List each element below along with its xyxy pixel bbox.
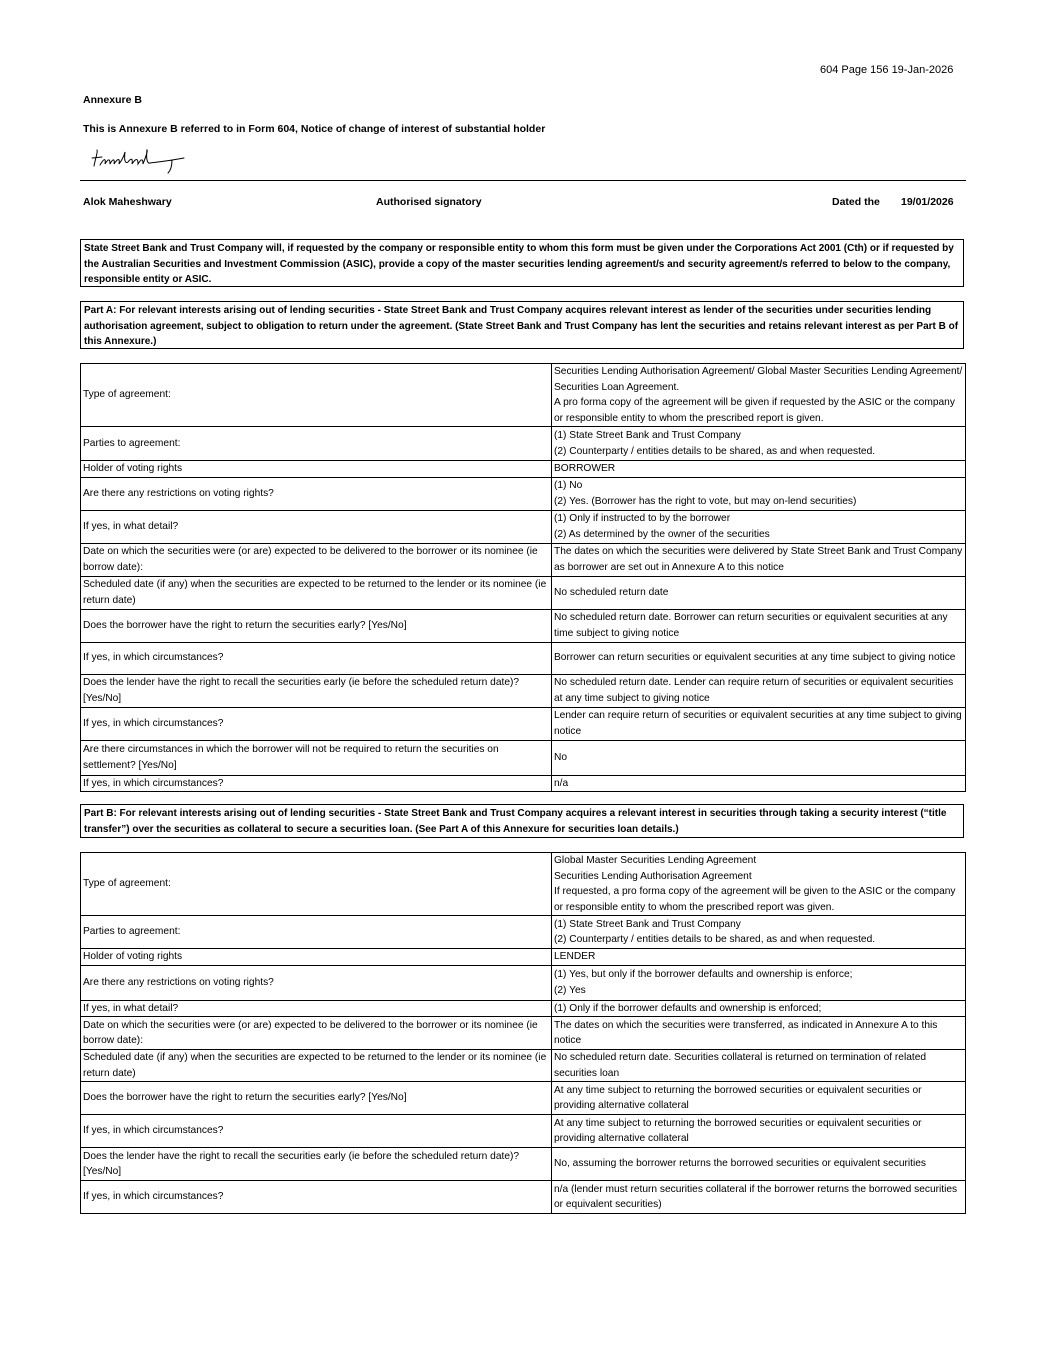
annexure-intro: This is Annexure B referred to in Form 604, Notice of change of interest of substantial holder <box>83 123 546 135</box>
table-row <box>81 1017 966 1050</box>
signatory-role: Authorised signatory <box>376 196 482 208</box>
row-label: Scheduled date (if any) when the securities are expected to be returned to the lender or its nominee (ie return date) <box>81 1050 552 1082</box>
row-label: Scheduled date (if any) when the securities are expected to be returned to the lender or its nominee (ie return date) <box>81 576 552 609</box>
row-value: Global Master Securities Lending Agreement Securities Lending Authorisation Agreement If requested, a pro forma copy of the agreement will be given to the ASIC or the company or responsible entity to whom the prescribed report was given. <box>552 853 966 916</box>
row-value: BORROWER <box>552 461 966 478</box>
row-value: Lender can require return of securities or equivalent securities at any time subject to giving notice <box>552 707 966 740</box>
annexure-title: Annexure B <box>83 94 142 106</box>
table-row <box>81 1115 966 1148</box>
row-value: No scheduled return date <box>552 576 966 609</box>
table-row <box>81 1181 966 1214</box>
row-value: No, assuming the borrower returns the borrowed securities or equivalent securities <box>552 1148 966 1181</box>
row-value: At any time subject to returning the borrowed securities or equivalent securities or providing alternative collateral <box>552 1082 966 1115</box>
table-row <box>81 1050 966 1082</box>
row-label: If yes, in which circumstances? <box>81 642 552 674</box>
row-value: (1) Only if the borrower defaults and ownership is enforced; <box>552 1000 966 1017</box>
row-label: Date on which the securities were (or are) expected to be delivered to the borrower or its nominee (ie borrow date): <box>81 1017 552 1050</box>
row-value: No scheduled return date. Lender can require return of securities or equivalent securities at any time subject to giving notice <box>552 674 966 707</box>
table-row <box>81 364 966 427</box>
row-value: No scheduled return date. Securities collateral is returned on termination of related securities loan <box>552 1050 966 1082</box>
table-row <box>81 1082 966 1115</box>
table-row <box>81 740 966 775</box>
row-value: At any time subject to returning the borrowed securities or equivalent securities or providing alternative collateral <box>552 1115 966 1148</box>
row-value: No <box>552 740 966 775</box>
row-label: Type of agreement: <box>81 364 552 427</box>
row-value: (1) State Street Bank and Trust Company (2) Counterparty / entities details to be shared, as and when requested. <box>552 427 966 461</box>
row-value: n/a <box>552 775 966 792</box>
table-row <box>81 775 966 792</box>
part-b-heading: Part B: For relevant interests arising out of lending securities - State Street Bank and Trust Company acquires a relevant interest in securities through taking a security interest (“title transfer”) over the securities as collateral to secure a securities loan. (See Part A of this Annexure for securities loan details.) <box>80 804 964 838</box>
signature-divider <box>80 180 966 181</box>
row-label: Parties to agreement: <box>81 916 552 949</box>
part-a-table <box>80 363 966 792</box>
row-label: Are there any restrictions on voting rights? <box>81 477 552 510</box>
table-row <box>81 965 966 1000</box>
signatory-name: Alok Maheshwary <box>83 196 172 208</box>
table-row <box>81 1148 966 1181</box>
table-row <box>81 674 966 707</box>
row-value: The dates on which the securities were delivered by State Street Bank and Trust Company as borrower are set out in Annexure A to this notice <box>552 543 966 576</box>
row-label: If yes, in what detail? <box>81 1000 552 1017</box>
row-label: Does the lender have the right to recall the securities early (ie before the scheduled return date)? [Yes/No] <box>81 674 552 707</box>
row-label: If yes, in what detail? <box>81 510 552 543</box>
row-label: Does the borrower have the right to return the securities early? [Yes/No] <box>81 609 552 642</box>
row-label: Are there any restrictions on voting rights? <box>81 965 552 1000</box>
row-label: Holder of voting rights <box>81 949 552 966</box>
row-value: No scheduled return date. Borrower can return securities or equivalent securities at any time subject to giving notice <box>552 609 966 642</box>
row-label: If yes, in which circumstances? <box>81 775 552 792</box>
table-row <box>81 477 966 510</box>
dated-label: Dated the <box>832 196 880 208</box>
page-reference: 604 Page 156 19-Jan-2026 <box>820 64 954 76</box>
row-value: LENDER <box>552 949 966 966</box>
table-row <box>81 707 966 740</box>
part-a-heading: Part A: For relevant interests arising out of lending securities - State Street Bank and Trust Company acquires relevant interest as lender of the securities under securities lending authorisation agreement, subject to obligation to return under the agreement. (State Street Bank and Trust Company has lent the securities and retains relevant interest as per Part B of this Annexure.) <box>80 301 964 349</box>
table-row <box>81 1000 966 1017</box>
row-label: Date on which the securities were (or are) expected to be delivered to the borrower or its nominee (ie borrow date): <box>81 543 552 576</box>
row-value: (1) Only if instructed to by the borrower (2) As determined by the owner of the securities <box>552 510 966 543</box>
table-row <box>81 543 966 576</box>
row-label: Does the borrower have the right to return the securities early? [Yes/No] <box>81 1082 552 1115</box>
row-value: The dates on which the securities were transferred, as indicated in Annexure A to this notice <box>552 1017 966 1050</box>
table-row <box>81 853 966 916</box>
part-b-table <box>80 852 966 1214</box>
row-label: Does the lender have the right to recall the securities early (ie before the scheduled return date)? [Yes/No] <box>81 1148 552 1181</box>
row-value: Securities Lending Authorisation Agreement/ Global Master Securities Lending Agreement/ Securities Loan Agreement. A pro forma copy of the agreement will be given if requested by the ASIC or the company or responsible entity to whom the prescribed report is given. <box>552 364 966 427</box>
row-label: If yes, in which circumstances? <box>81 707 552 740</box>
signature-image <box>88 146 192 176</box>
row-label: Holder of voting rights <box>81 461 552 478</box>
row-label: If yes, in which circumstances? <box>81 1181 552 1214</box>
table-row <box>81 916 966 949</box>
row-label: Type of agreement: <box>81 853 552 916</box>
table-row <box>81 609 966 642</box>
table-row <box>81 642 966 674</box>
table-row <box>81 949 966 966</box>
row-value: Borrower can return securities or equivalent securities at any time subject to giving notice <box>552 642 966 674</box>
row-label: If yes, in which circumstances? <box>81 1115 552 1148</box>
row-value: (1) No (2) Yes. (Borrower has the right to vote, but may on-lend securities) <box>552 477 966 510</box>
table-row <box>81 576 966 609</box>
row-label: Are there circumstances in which the borrower will not be required to return the securities on settlement? [Yes/No] <box>81 740 552 775</box>
row-label: Parties to agreement: <box>81 427 552 461</box>
row-value: (1) Yes, but only if the borrower defaults and ownership is enforce; (2) Yes <box>552 965 966 1000</box>
signature-date: 19/01/2026 <box>901 196 954 208</box>
row-value: n/a (lender must return securities collateral if the borrower returns the borrowed securities or equivalent securities) <box>552 1181 966 1214</box>
row-value: (1) State Street Bank and Trust Company (2) Counterparty / entities details to be shared, as and when requested. <box>552 916 966 949</box>
table-row <box>81 510 966 543</box>
notice-box: State Street Bank and Trust Company will, if requested by the company or responsible entity to whom this form must be given under the Corporations Act 2001 (Cth) or if requested by the Australian Securities and Investment Commission (ASIC), provide a copy of the master securities lending agreement/s and security agreement/s referred to below to the company, responsible entity or ASIC. <box>80 239 964 287</box>
table-row <box>81 461 966 478</box>
table-row <box>81 427 966 461</box>
